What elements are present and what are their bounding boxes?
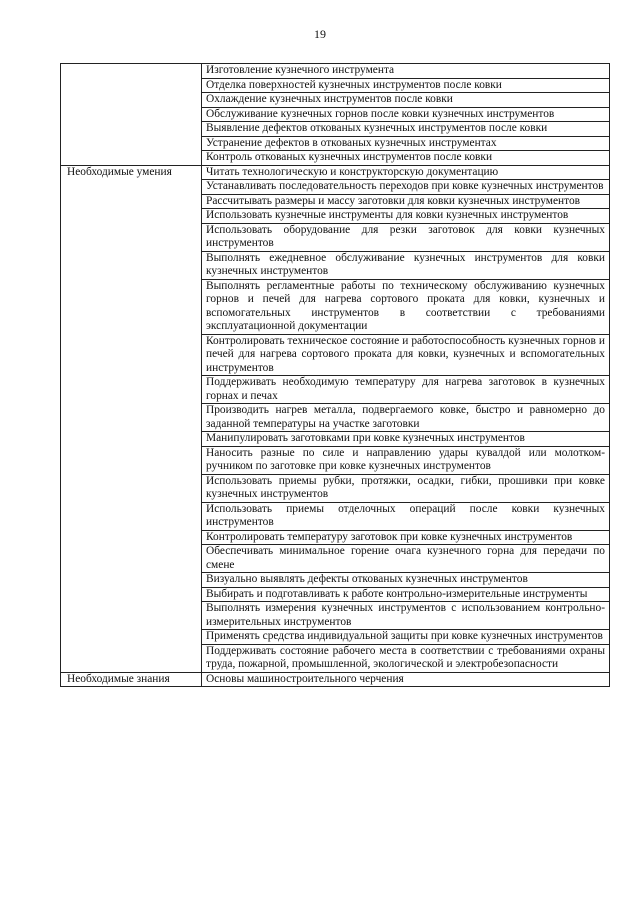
requirement-item: Отделка поверхностей кузнечных инструментов после ковки: [202, 78, 610, 93]
requirements-table: [60, 63, 610, 687]
table-row: [61, 165, 610, 180]
requirements-table-body: [61, 64, 610, 687]
requirement-item: Устанавливать последовательность переходов при ковке кузнечных инструментов: [202, 180, 610, 195]
requirement-item: Обеспечивать минимальное горение очага кузнечного горна для передачи по смене: [202, 545, 610, 573]
requirement-item: Использовать приемы рубки, протяжки, осадки, гибки, прошивки при ковке кузнечных инструментов: [202, 474, 610, 502]
requirement-item: Контролировать температуру заготовок при ковке кузнечных инструментов: [202, 530, 610, 545]
requirement-item: Использовать оборудование для резки заготовок для ковки кузнечных инструментов: [202, 223, 610, 251]
requirement-item: Охлаждение кузнечных инструментов после ковки: [202, 93, 610, 108]
requirement-item: Выполнять ежедневное обслуживание кузнечных инструментов для ковки кузнечных инструментов: [202, 251, 610, 279]
requirement-item: Читать технологическую и конструкторскую документацию: [202, 165, 610, 180]
table-row: [61, 64, 610, 79]
requirement-item: Контроль откованых кузнечных инструментов после ковки: [202, 151, 610, 166]
requirement-item: Использовать кузнечные инструменты для ковки кузнечных инструментов: [202, 209, 610, 224]
requirement-item: Поддерживать необходимую температуру для нагрева заготовок в кузнечных горнах и печах: [202, 376, 610, 404]
requirement-item: Использовать приемы отделочных операций после ковки кузнечных инструментов: [202, 502, 610, 530]
requirement-item: Наносить разные по силе и направлению удары кувалдой или молотком-ручником по заготовке при ковке кузнечных инструментов: [202, 446, 610, 474]
requirement-item: Основы машиностроительного черчения: [202, 672, 610, 687]
requirement-item: Выбирать и подготавливать к работе контрольно-измерительные инструменты: [202, 587, 610, 602]
section-label: Необходимые умения: [61, 165, 202, 672]
requirement-item: Изготовление кузнечного инструмента: [202, 64, 610, 79]
requirement-item: Выполнять измерения кузнечных инструментов с использованием контрольно-измерительных инструментов: [202, 602, 610, 630]
requirement-item: Устранение дефектов в откованых кузнечных инструментах: [202, 136, 610, 151]
section-label: [61, 64, 202, 166]
requirement-item: Визуально выявлять дефекты откованых кузнечных инструментов: [202, 573, 610, 588]
requirement-item: Поддерживать состояние рабочего места в соответствии с требованиями охраны труда, пожарной, промышленной, экологической и электробезопасности: [202, 644, 610, 672]
requirement-item: Выявление дефектов откованых кузнечных инструментов после ковки: [202, 122, 610, 137]
requirement-item: Производить нагрев металла, подвергаемого ковке, быстро и равномерно до заданной температуры на участке заготовки: [202, 404, 610, 432]
table-row: [61, 672, 610, 687]
section-label: Необходимые знания: [61, 672, 202, 687]
requirement-item: Манипулировать заготовками при ковке кузнечных инструментов: [202, 432, 610, 447]
requirement-item: Обслуживание кузнечных горнов после ковки кузнечных инструментов: [202, 107, 610, 122]
requirement-item: Контролировать техническое состояние и работоспособность кузнечных горнов и печей для нагрева сортового проката для ковки, кузнечных и вспомогательных инструментов: [202, 334, 610, 376]
requirement-item: Рассчитывать размеры и массу заготовки для ковки кузнечных инструментов: [202, 194, 610, 209]
requirement-item: Применять средства индивидуальной защиты при ковке кузнечных инструментов: [202, 630, 610, 645]
page-number: 19: [314, 27, 326, 41]
requirement-item: Выполнять регламентные работы по техническому обслуживанию кузнечных горнов и печей для нагрева сортового проката для ковки, кузнечных и вспомогательных инструментов в соответствии с требованиями эксплуатационной документации: [202, 279, 610, 334]
